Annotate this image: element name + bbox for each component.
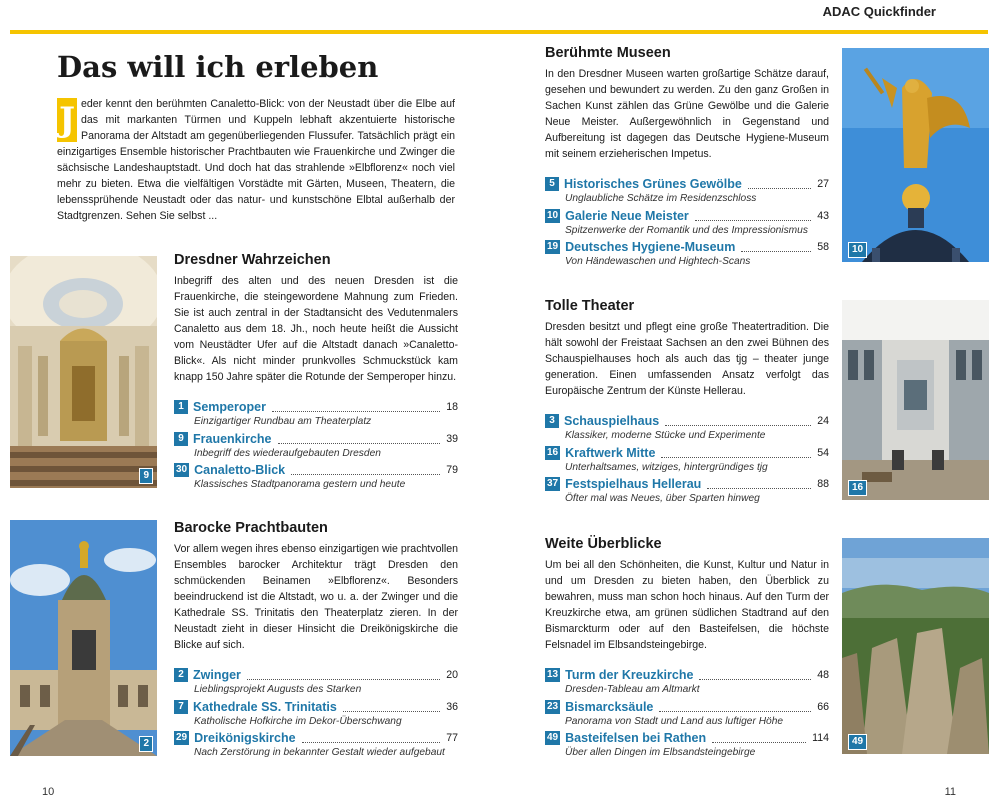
entry-number: 23 [547, 700, 559, 712]
entry-gruenes-gewoelbe[interactable] [545, 176, 829, 208]
entry-kraftwerk-mitte[interactable] [545, 445, 829, 477]
quickfinder-label: ADAC Quickfinder [822, 4, 936, 19]
entry-page: 114 [812, 732, 829, 744]
entry-subtitle: Katholische Hofkirche im Dekor-Überschwang [194, 715, 402, 727]
entry-page: 54 [817, 446, 829, 459]
entry-name[interactable]: Basteifelsen bei Rathen [565, 731, 707, 745]
entry-name[interactable]: Zwinger [193, 668, 241, 682]
dot-leader [272, 402, 440, 412]
dot-leader [741, 242, 811, 252]
entry-page: 39 [446, 432, 458, 445]
entry-schauspielhaus[interactable] [545, 413, 829, 445]
entry-list [545, 667, 829, 762]
entry-subtitle: Klassiker, moderne Stücke und Experimente [565, 430, 766, 441]
entry-subtitle: Öfter mal was Neues, über Sparten hinweg [565, 493, 760, 504]
entry-canaletto-blick[interactable] [174, 462, 458, 494]
entry-number: 7 [174, 700, 188, 714]
entry-galerie-neue-meister[interactable] [545, 208, 829, 240]
dot-leader [247, 670, 440, 680]
entry-number: 49 [547, 732, 559, 743]
entry-page: 79 [446, 464, 458, 476]
photo-badge: 16 [848, 480, 867, 496]
section-wahrzeichen [174, 252, 458, 494]
entry-name[interactable]: Deutsches Hygiene-Museum [565, 240, 736, 254]
entry-list [174, 667, 458, 762]
dot-leader [707, 479, 811, 489]
entry-number: 10 [547, 209, 559, 221]
section-title: Weite Überblicke [545, 536, 662, 552]
entry-kathedrale[interactable] [174, 699, 458, 731]
entry-page: 48 [817, 669, 829, 681]
bastei-photo [842, 538, 989, 754]
entry-subtitle: Inbegriff des wiederaufgebauten Dresden [194, 447, 381, 459]
photo-badge: 10 [848, 242, 867, 258]
intro-text: eder kennt den berühmten Canaletto-Blick: von der Neustadt über die Elbe auf das mit markanten Türmen und Kuppeln lebhaft akzentuierte historische Panorama der Altstadt am gegenüberliegenden Flussufer. Tatsächlich prägt ein einzigartiges Ensemble historischer Prachtbauten wie Frauenkirche und Zwinger die sächsische Landeshauptstadt. Und doch hat das strahlende »Elbflorenz« noch viel mehr zu bieten. Etwa die vielfältigen Vorstädte mit Gärten, Museen, Theatern, die lebenssprühende Neustadt oder das natur- und kunstschöne Elbtal außerhalb der Stadtgrenzen. Sehen Sie selbst ... [57, 98, 455, 222]
entry-name[interactable]: Semperoper [193, 400, 266, 414]
entry-page: 36 [446, 700, 458, 713]
dot-leader [712, 733, 806, 743]
entry-number: 2 [174, 668, 188, 682]
photo-badge: 9 [139, 468, 153, 484]
entry-name[interactable]: Turm der Kreuzkirche [565, 668, 694, 682]
dot-leader [291, 465, 440, 475]
dot-leader [695, 211, 811, 221]
angel-photo [842, 48, 989, 262]
entry-subtitle: Panorama von Stadt und Land aus luftiger Höhe [565, 715, 784, 727]
dot-leader [699, 670, 811, 680]
entry-number: 13 [547, 669, 559, 680]
dot-leader [302, 733, 441, 743]
entry-basteifelsen[interactable] [545, 730, 829, 762]
entry-festspielhaus-hellerau[interactable] [545, 476, 829, 508]
entry-page: 20 [446, 669, 458, 681]
kraftwerk-photo [842, 300, 989, 500]
entry-subtitle: Von Händewaschen und Hightech-Scans [565, 256, 751, 267]
section-body: In den Dresdner Museen warten großartige Schätze darauf, gesehen und bewundert zu werden. Zu den ganz Großen in Sachen Kunst zählen das Grüne Gewölbe und die Galerie Neue Meister. Außergewöhnlich in Gegenstand und Aufbereitung ist dagegen das Deutsche Hygiene-Museum mit seinem erzieherischen Impetus. [545, 68, 829, 160]
entry-name[interactable]: Historisches Grünes Gewölbe [564, 177, 742, 191]
section-museen [545, 45, 829, 271]
entry-page: 77 [446, 732, 458, 744]
entry-subtitle: Einzigartiger Rundbau am Theaterplatz [194, 416, 372, 427]
entry-page: 58 [817, 241, 829, 253]
section-ueberblicke [545, 536, 829, 762]
entry-number: 1 [174, 400, 188, 414]
section-body: Vor allem wegen ihres ebenso einzigartigen wie prachtvollen Ensembles barocker Architektur trägt Dresden den schmückenden Beinamen »Elbflorenz«. Besonders beeindruckend ist die Altstadt, wo u. a. der Zwinger und die Kathedrale SS. Trinitatis den Theaterplatz zieren. In der Neustadt zieht in dieser Hinsicht die Dreikönigskirche die Blicke auf sich. [174, 543, 458, 651]
entry-page: 18 [446, 401, 458, 413]
entry-subtitle: Lieblingsprojekt Augusts des Starken [194, 684, 362, 695]
entry-name[interactable]: Kraftwerk Mitte [565, 445, 656, 460]
dot-leader [659, 702, 811, 712]
entry-name[interactable]: Kathedrale SS. Trinitatis [193, 699, 337, 714]
entry-turm-kreuzkirche[interactable] [545, 667, 829, 699]
entry-number: 19 [547, 241, 559, 252]
entry-subtitle: Spitzenwerke der Romantik und des Impressionismus [565, 224, 808, 236]
entry-name[interactable]: Bismarcksäule [565, 699, 654, 714]
entry-name[interactable]: Dreikönigskirche [194, 731, 296, 745]
dot-leader [343, 702, 440, 712]
frauenkirche-photo [10, 256, 157, 488]
entry-bismarcksaeule[interactable] [545, 699, 829, 731]
entry-list [174, 399, 458, 494]
section-title: Tolle Theater [545, 298, 635, 314]
entry-name[interactable]: Galerie Neue Meister [565, 208, 689, 223]
page-number-right: 11 [944, 786, 956, 798]
entry-name[interactable]: Schauspielhaus [564, 414, 660, 428]
page-title: Das will ich erleben [57, 50, 379, 84]
entry-list [545, 176, 829, 271]
entry-semperoper[interactable] [174, 399, 458, 431]
entry-number: 37 [547, 478, 559, 489]
entry-number: 30 [176, 464, 188, 475]
section-body: Dresden besitzt und pflegt eine große Theatertradition. Die hält sowohl der Freistaat Sachsen an den zwei Bühnen des Schauspielhauses hoch als auch das tjg – theater junge generation. Einen umfassenden Ansatz verfolgt das Europäische Zentrum der Künste Hellerau. [545, 321, 829, 397]
dot-leader [748, 179, 811, 189]
entry-number: 16 [547, 446, 559, 458]
dot-leader [278, 434, 441, 444]
page-number-left: 10 [42, 786, 55, 798]
entry-page: 66 [817, 700, 829, 713]
section-title: Barocke Prachtbauten [174, 520, 328, 536]
intro-paragraph [57, 96, 455, 224]
entry-number: 3 [545, 414, 559, 428]
section-title: Dresdner Wahrzeichen [174, 252, 331, 268]
dropcap: J [58, 100, 76, 140]
entry-dreikoenigskirche[interactable] [174, 730, 458, 762]
dot-leader [665, 416, 811, 426]
entry-number: 9 [174, 432, 188, 446]
entry-subtitle: Unterhaltsames, witziges, hintergründiges tjg [565, 461, 768, 473]
entry-frauenkirche[interactable] [174, 431, 458, 463]
entry-name[interactable]: Frauenkirche [193, 431, 272, 446]
entry-subtitle: Über allen Dingen im Elbsandsteingebirge [565, 747, 756, 758]
entry-number: 29 [176, 732, 188, 743]
section-body: Um bei all den Schönheiten, die Kunst, Kultur und Natur in und um Dresden zu bieten haben, den Überblick zu bewahren, muss man schon hoch hinaus. Auf den Turm der Kreuzkirche etwa, am grünen südlichen Stadtrand auf den Bismarckturm oder auf den Basteifelsen, die höchste Felsnadel im Elbsandsteingebirge. [545, 559, 829, 651]
entry-list [545, 413, 829, 508]
dot-leader [661, 448, 811, 458]
entry-subtitle: Unglaubliche Schätze im Residenzschloss [565, 193, 757, 204]
section-theater [545, 298, 829, 508]
entry-subtitle: Dresden-Tableau am Altmarkt [565, 684, 700, 695]
entry-name[interactable]: Festspielhaus Hellerau [565, 477, 702, 491]
section-body: Inbegriff des alten und des neuen Dresden ist die Frauenkirche, die steingewordene Mahnung zum Frieden. Sie ist auch zentral in der Stadtansicht des Vedutenmalers Canaletto aus dem 18. Jh., noch heute heißt die Aussicht vom Neustädter Ufer auf die Altstadt danach »Canaletto-Blick«. Als nicht minder prunkvolles Schmuckstück kam knapp 150 Jahre später die Rotunde der Semperoper hinzu. [174, 275, 458, 383]
entry-subtitle: Nach Zerstörung in bekannter Gestalt wieder aufgebaut [194, 747, 445, 758]
entry-page: 88 [817, 478, 829, 490]
entry-subtitle: Klassisches Stadtpanorama gestern und heute [194, 479, 406, 490]
zwinger-photo [10, 520, 157, 756]
entry-page: 24 [817, 415, 829, 427]
entry-hygiene-museum[interactable] [545, 239, 829, 271]
header-rule [10, 30, 988, 34]
entry-page: 27 [817, 178, 829, 190]
photo-badge: 2 [139, 736, 153, 752]
section-title: Berühmte Museen [545, 45, 671, 61]
entry-number: 5 [545, 177, 559, 191]
entry-zwinger[interactable] [174, 667, 458, 699]
entry-page: 43 [817, 209, 829, 222]
photo-badge: 49 [848, 734, 867, 750]
entry-name[interactable]: Canaletto-Blick [194, 463, 286, 477]
section-barock [174, 520, 458, 762]
